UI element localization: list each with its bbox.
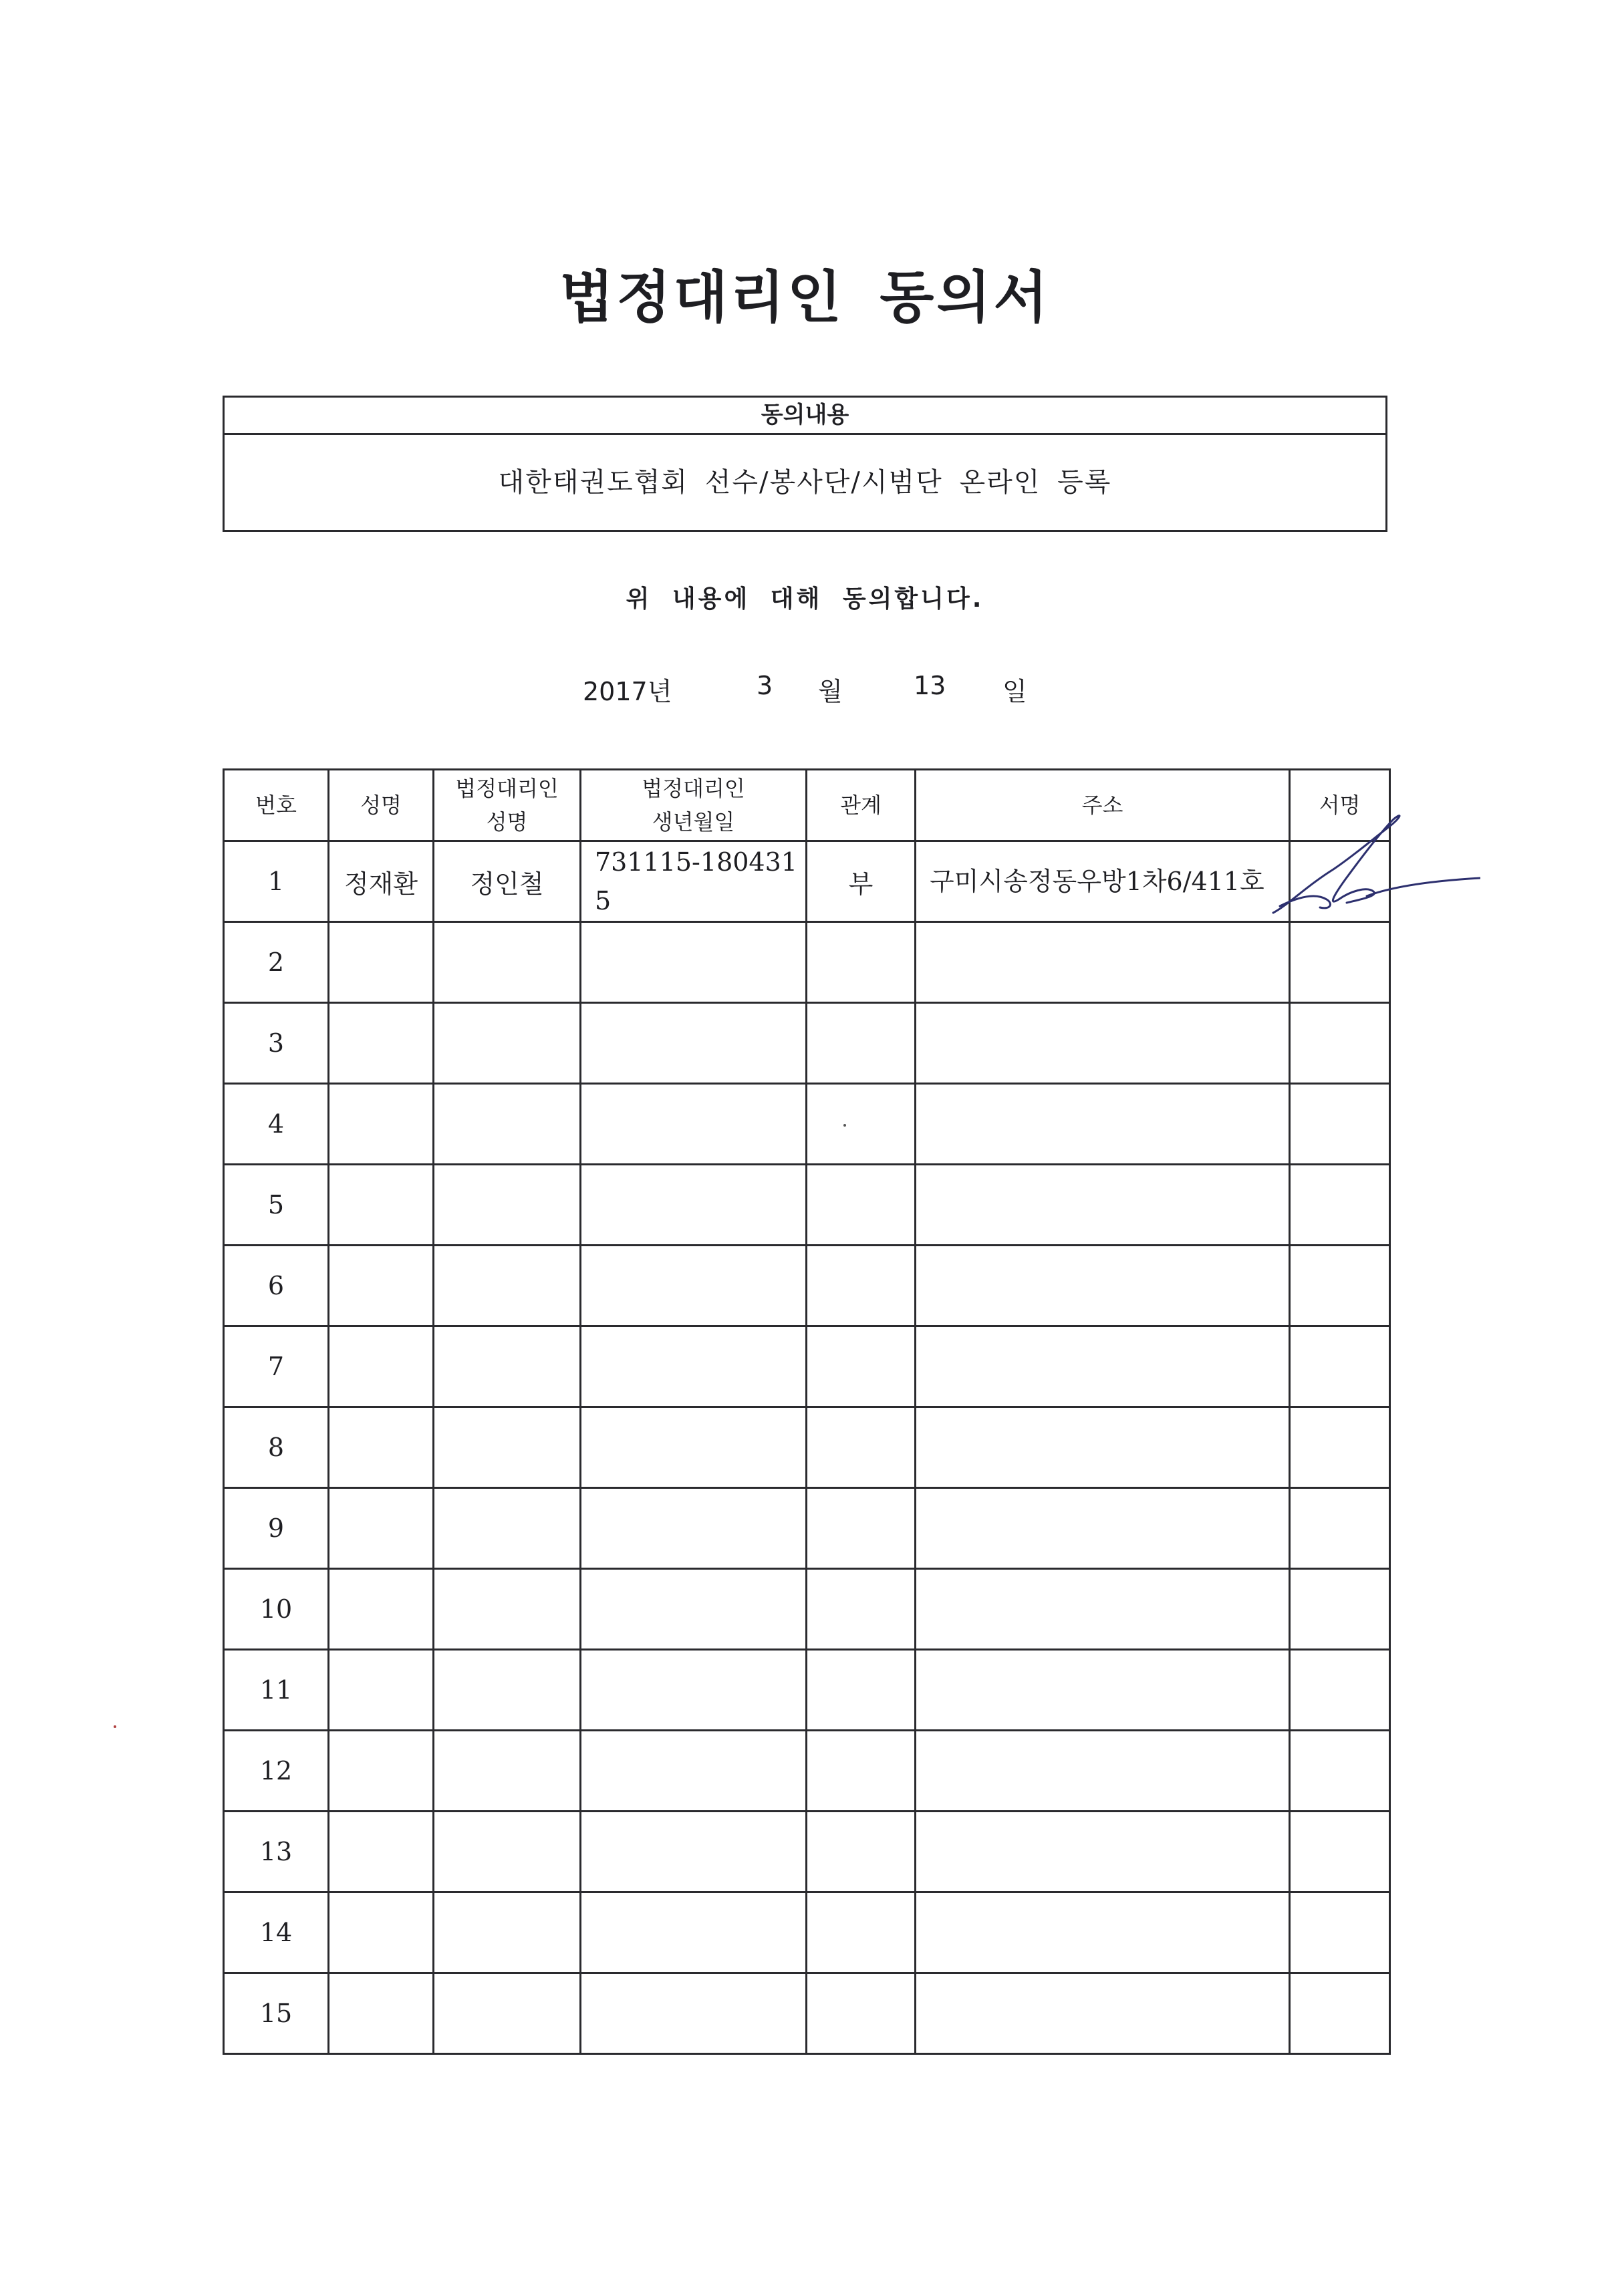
date-day: 13 [914, 671, 946, 700]
header-rep-birth-line2: 생년월일 [652, 809, 735, 835]
row-rep-birth [581, 922, 807, 1003]
date-month-unit: 월 [818, 677, 843, 706]
header-rep-birth-line1: 법정대리인 [642, 776, 745, 801]
row-name [329, 1407, 434, 1488]
row-number: 15 [224, 1973, 329, 2054]
row-name [329, 1731, 434, 1812]
row-address [916, 1246, 1290, 1326]
row-address [916, 1650, 1290, 1731]
table-row [224, 841, 1390, 922]
row-address [916, 922, 1290, 1003]
row-rep-name [434, 922, 581, 1003]
row-rep-birth [581, 1084, 807, 1165]
table-row [224, 1731, 1390, 1812]
consent-header: 동의내용 [225, 398, 1385, 435]
row-rep-birth [581, 1326, 807, 1407]
agreement-statement: 위 내용에 대해 동의합니다. [626, 585, 984, 613]
row-name [329, 922, 434, 1003]
row-address [916, 1084, 1290, 1165]
row-name [329, 1812, 434, 1892]
row-signature [1290, 1488, 1390, 1569]
row-number: 13 [224, 1812, 329, 1892]
row-relation [807, 1569, 916, 1650]
row-signature [1290, 1084, 1390, 1165]
header-rep-name-line1: 법정대리인 [455, 776, 559, 801]
row-signature [1290, 1569, 1390, 1650]
table-row [224, 1973, 1390, 2054]
row-rep-birth [581, 1407, 807, 1488]
row-rep-name [434, 1892, 581, 1973]
header-name: 성명 [329, 770, 434, 841]
legal-representative-table [223, 768, 1391, 2055]
header-rep-name-line2: 성명 [486, 809, 528, 835]
table-row [224, 1488, 1390, 1569]
row-signature [1290, 1407, 1390, 1488]
row-address [916, 1165, 1290, 1246]
table-row [224, 1084, 1390, 1165]
table-header-row [224, 770, 1390, 841]
row-number: 7 [224, 1326, 329, 1407]
row-number: 4 [224, 1084, 329, 1165]
row-signature [1290, 1246, 1390, 1326]
row-number: 5 [224, 1165, 329, 1246]
row-rep-name [434, 1973, 581, 2054]
table-row [224, 1246, 1390, 1326]
row-relation [807, 1326, 916, 1407]
row-signature [1290, 1812, 1390, 1892]
row-rep-name [434, 1731, 581, 1812]
row-name [329, 1488, 434, 1569]
row-address: 구미시송정동우방1차6/411호 [916, 841, 1290, 922]
row-signature [1290, 1326, 1390, 1407]
signature-icon [1266, 806, 1480, 926]
date-line [583, 671, 1051, 704]
document-title: 법정대리인 동의서 [559, 264, 1051, 330]
scan-speck [114, 1725, 116, 1728]
row-relation [807, 1812, 916, 1892]
row-name [329, 1569, 434, 1650]
row-number: 2 [224, 922, 329, 1003]
table-row [224, 1650, 1390, 1731]
row-name [329, 1165, 434, 1246]
row-relation: 부 [807, 841, 916, 922]
table-row [224, 1407, 1390, 1488]
date-month: 3 [757, 671, 773, 700]
row-rep-birth [581, 1892, 807, 1973]
row-rep-name [434, 1003, 581, 1084]
row-relation [807, 1488, 916, 1569]
row-relation [807, 1973, 916, 2054]
row-address [916, 1326, 1290, 1407]
row-rep-name [434, 1488, 581, 1569]
row-rep-name [434, 1326, 581, 1407]
row-signature [1290, 922, 1390, 1003]
table-row [224, 1812, 1390, 1892]
date-day-unit: 일 [1002, 677, 1027, 706]
row-relation [807, 1407, 916, 1488]
row-relation [807, 1731, 916, 1812]
row-number: 12 [224, 1731, 329, 1812]
row-rep-birth: 731115-1804315 [581, 841, 807, 922]
row-rep-birth [581, 1812, 807, 1892]
row-address [916, 1973, 1290, 2054]
row-signature [1290, 1650, 1390, 1731]
row-rep-birth [581, 1731, 807, 1812]
row-rep-birth [581, 1973, 807, 2054]
row-address [916, 1003, 1290, 1084]
row-rep-birth [581, 1165, 807, 1246]
row-name [329, 1084, 434, 1165]
row-name [329, 1246, 434, 1326]
consent-box [223, 396, 1387, 532]
row-rep-name [434, 1812, 581, 1892]
table-row [224, 1003, 1390, 1084]
row-number: 11 [224, 1650, 329, 1731]
row-signature [1290, 1892, 1390, 1973]
row-signature [1290, 1973, 1390, 2054]
row-number: 14 [224, 1892, 329, 1973]
table-row [224, 922, 1390, 1003]
header-relation: 관계 [807, 770, 916, 841]
row-address [916, 1569, 1290, 1650]
row-rep-birth [581, 1650, 807, 1731]
row-number: 3 [224, 1003, 329, 1084]
header-rep-birth [581, 770, 807, 841]
row-relation [807, 1892, 916, 1973]
row-name [329, 1973, 434, 2054]
consent-content: 대한태권도협회 선수/봉사단/시범단 온라인 등록 [498, 467, 1112, 498]
row-address [916, 1892, 1290, 1973]
table-row [224, 1569, 1390, 1650]
row-name [329, 1650, 434, 1731]
scan-speck [843, 1124, 846, 1127]
header-address: 주소 [916, 770, 1290, 841]
row-relation [807, 1650, 916, 1731]
row-name: 정재환 [329, 841, 434, 922]
row-address [916, 1731, 1290, 1812]
row-name [329, 1003, 434, 1084]
row-rep-birth [581, 1246, 807, 1326]
row-rep-birth [581, 1003, 807, 1084]
row-rep-name [434, 1569, 581, 1650]
row-relation [807, 1246, 916, 1326]
row-signature [1290, 1165, 1390, 1246]
table-row [224, 1892, 1390, 1973]
row-relation [807, 1165, 916, 1246]
row-rep-birth [581, 1569, 807, 1650]
row-number: 1 [224, 841, 329, 922]
row-signature [1290, 1731, 1390, 1812]
row-number: 10 [224, 1569, 329, 1650]
row-relation [807, 1003, 916, 1084]
row-relation [807, 922, 916, 1003]
row-name [329, 1892, 434, 1973]
row-number: 6 [224, 1246, 329, 1326]
header-rep-name [434, 770, 581, 841]
row-rep-name [434, 1165, 581, 1246]
table-row [224, 1165, 1390, 1246]
date-year: 2017년 [583, 677, 672, 706]
row-rep-birth [581, 1488, 807, 1569]
signature-mark [1266, 806, 1480, 926]
header-no: 번호 [224, 770, 329, 841]
row-rep-name [434, 1407, 581, 1488]
row-rep-name [434, 1246, 581, 1326]
row-address [916, 1812, 1290, 1892]
header-signature: 서명 [1290, 770, 1390, 841]
row-number: 8 [224, 1407, 329, 1488]
row-address [916, 1407, 1290, 1488]
row-rep-name [434, 1084, 581, 1165]
row-relation [807, 1084, 916, 1165]
row-address [916, 1488, 1290, 1569]
row-name [329, 1326, 434, 1407]
row-number: 9 [224, 1488, 329, 1569]
row-rep-name [434, 1650, 581, 1731]
row-rep-name: 정인철 [434, 841, 581, 922]
table-body [224, 841, 1390, 2054]
row-signature [1290, 1003, 1390, 1084]
table-row [224, 1326, 1390, 1407]
